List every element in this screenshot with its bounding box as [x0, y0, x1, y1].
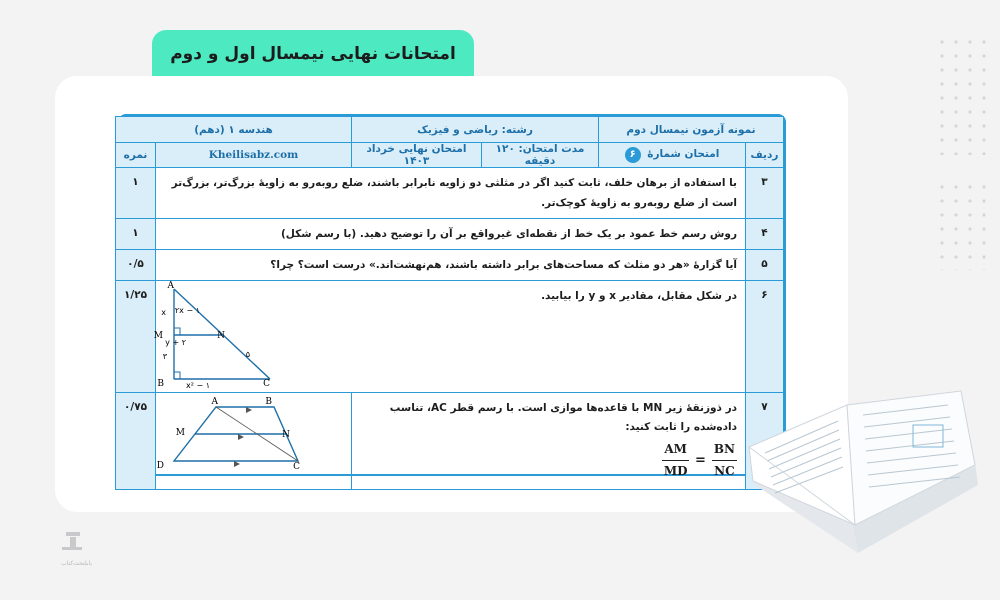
lhs-denominator: MD — [663, 464, 688, 479]
final-label: امتحان نهایی خرداد ۱۴۰۳ — [352, 143, 482, 168]
header-row-2 — [115, 143, 783, 168]
rhs-numerator: BN — [712, 439, 737, 462]
label-bc: x² − ۱ — [185, 380, 210, 390]
field-label: رشته: ریاضی و فیزیک — [352, 117, 599, 143]
label-M: M — [175, 427, 185, 438]
question-cell — [352, 392, 746, 489]
question-number: ۴ — [746, 218, 784, 249]
question-text: در ذوزنقهٔ زیر MN با قاعده‌ها موازی است. با رسم قطر AC، تناسب داده‌شده را ثابت کنید: — [389, 401, 737, 433]
brand-logo — [58, 528, 92, 567]
label-five: ۵ — [245, 349, 250, 359]
open-book-image — [743, 385, 983, 560]
question-score: ۰/۷۵ — [115, 392, 155, 489]
question-number: ۶ — [746, 280, 784, 392]
question-number: ۳ — [746, 168, 784, 219]
lhs-numerator: AM — [662, 439, 689, 462]
question-row — [115, 168, 783, 219]
score-label: نمره — [115, 143, 155, 168]
question-number: ۵ — [746, 249, 784, 280]
question-text: روش رسم خط عمود بر یک خط از نقطه‌ای غیرواقع بر آن را توضیح دهید. (با رسم شکل) — [156, 218, 746, 249]
question-score: ۱ — [115, 168, 155, 219]
dot-pattern-right — [935, 35, 995, 155]
duration-label: مدت امتحان: ۱۲۰ دقیقه — [482, 143, 599, 168]
triangle-figure — [153, 280, 292, 391]
course-label: هندسه ۱ (دهم) — [115, 117, 351, 143]
banner-title: امتحانات نهایی نیمسال اول و دوم — [152, 30, 474, 78]
label-B: B — [265, 396, 272, 407]
question-score: ۱/۲۵ — [115, 280, 155, 392]
label-B: B — [157, 378, 164, 389]
label-A: A — [211, 396, 218, 407]
label-mn: y + ۲ — [165, 337, 186, 347]
rhs-denominator: NC — [714, 464, 735, 479]
question-text: آیا گزارهٔ «هر دو مثلث که مساحت‌های برابر داشته باشند، هم‌نهشت‌اند.» درست است؟ چرا؟ — [156, 249, 746, 280]
question-row — [115, 280, 783, 392]
trapezoid-cell — [156, 392, 352, 489]
label-C: C — [263, 378, 270, 389]
exam-number-badge: ۶ — [625, 147, 641, 163]
question-score: ۰/۵ — [115, 249, 155, 280]
label-C: C — [293, 461, 300, 472]
question-cell — [153, 280, 746, 392]
logo-icon — [58, 528, 92, 558]
question-text: با استفاده از برهان خلف، ثابت کنید اگر در مثلثی دو زاویه نابرابر باشند، ضلع روبه‌رو به زاویهٔ بزرگ‌تر، بزرگ‌تر است از ضلع روبه‌رو به زاویهٔ کوچک‌تر. — [156, 168, 746, 219]
label-N: N — [217, 330, 225, 341]
label-three: ۳ — [162, 351, 167, 361]
header-row-1 — [115, 117, 783, 143]
label-M: M — [153, 330, 163, 341]
trapezoid-figure — [156, 395, 330, 475]
site-label: Kheilisabz.com — [156, 143, 352, 168]
logo-caption: بابلتحت‌کتاب — [61, 560, 92, 567]
label-D: D — [156, 460, 164, 471]
question-row — [115, 249, 783, 280]
label-A: A — [167, 280, 174, 291]
question-number: ۷ — [746, 392, 784, 489]
label-x: x — [161, 307, 166, 317]
exam-number — [599, 143, 746, 168]
question-row — [115, 392, 783, 489]
question-row — [115, 218, 783, 249]
question-text: در شکل مقابل، مقادیر x و y را بیابید. — [541, 289, 737, 302]
radif-label: ردیف — [746, 143, 784, 168]
label-N: N — [282, 429, 290, 440]
sample-label: نمونه آزمون نیمسال دوم — [599, 117, 784, 143]
equals-sign: = — [694, 452, 706, 468]
dot-pattern-right-lower — [935, 180, 995, 270]
fraction-rhs — [712, 439, 737, 483]
label-top-segment: ۲x − ۱ — [174, 305, 200, 315]
exam-number-label: امتحان شمارهٔ — [647, 148, 720, 160]
question-score: ۱ — [115, 218, 155, 249]
fraction-lhs — [662, 439, 689, 483]
proportion-formula — [662, 439, 737, 483]
exam-sheet — [118, 114, 786, 479]
